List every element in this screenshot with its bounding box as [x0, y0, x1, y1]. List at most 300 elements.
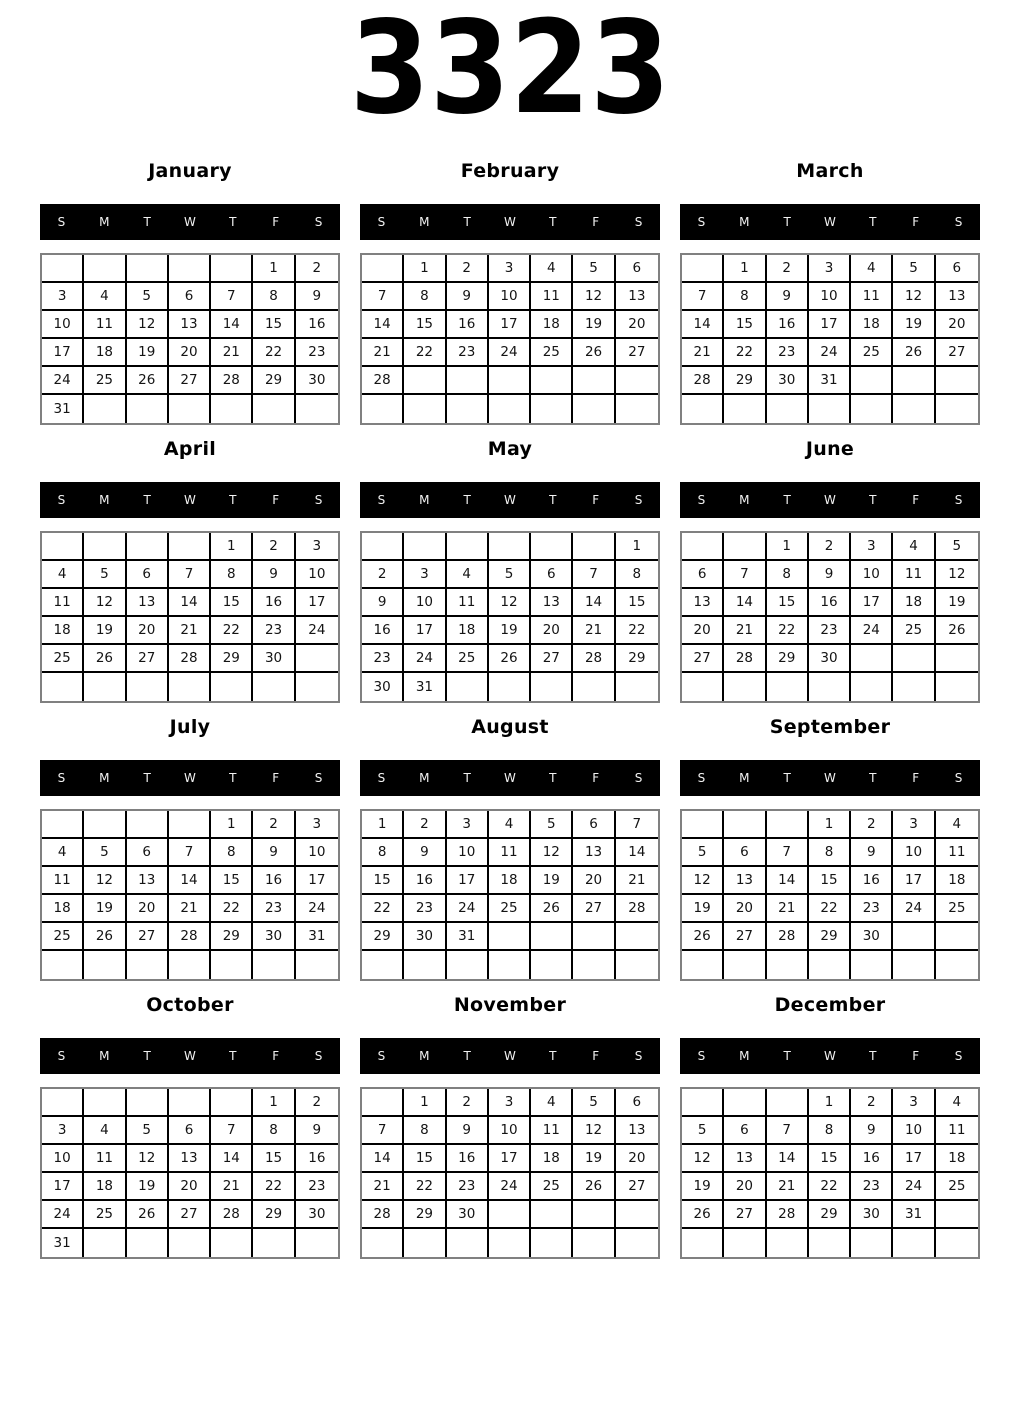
day-cell-empty [573, 923, 615, 951]
day-cell: 15 [724, 311, 766, 339]
day-cell: 20 [616, 311, 658, 339]
day-cell: 28 [169, 923, 211, 951]
weekday-header-bar [40, 204, 340, 240]
day-cell-empty [616, 367, 658, 395]
day-cell: 11 [893, 561, 935, 589]
day-cell-empty [573, 395, 615, 423]
day-cell: 2 [809, 533, 851, 561]
day-cell: 19 [531, 867, 573, 895]
day-cell: 15 [253, 1145, 295, 1173]
day-cell: 19 [84, 617, 126, 645]
weekday-label: M [419, 1049, 430, 1063]
day-cell-empty [573, 1201, 615, 1229]
day-cell-empty [893, 1229, 935, 1257]
day-cell: 8 [724, 283, 766, 311]
day-cell: 19 [682, 1173, 724, 1201]
day-cell-empty [169, 533, 211, 561]
weekday-label: M [739, 1049, 750, 1063]
day-cell: 28 [362, 1201, 404, 1229]
day-cell: 24 [447, 895, 489, 923]
weekday-label: S [314, 215, 323, 229]
day-cell: 12 [936, 561, 978, 589]
day-cell: 30 [447, 1201, 489, 1229]
day-cell: 31 [893, 1201, 935, 1229]
day-cell-empty [362, 1229, 404, 1257]
weekday-label: S [634, 771, 643, 785]
weekday-label: S [377, 771, 386, 785]
day-cell: 5 [573, 1089, 615, 1117]
day-cell: 5 [127, 1117, 169, 1145]
day-cell: 13 [127, 867, 169, 895]
day-cell-empty [936, 367, 978, 395]
day-cell: 22 [724, 339, 766, 367]
day-cell-empty [936, 645, 978, 673]
day-cell: 9 [362, 589, 404, 617]
weekday-header-bar [680, 204, 980, 240]
day-cell: 27 [127, 645, 169, 673]
day-cell: 12 [893, 283, 935, 311]
day-cell: 30 [362, 673, 404, 701]
day-cell: 17 [296, 867, 338, 895]
day-cell: 25 [531, 339, 573, 367]
day-cell: 27 [531, 645, 573, 673]
day-cell-empty [489, 923, 531, 951]
day-cell: 16 [767, 311, 809, 339]
day-cell: 22 [809, 895, 851, 923]
month-block-june [680, 438, 980, 703]
day-cell-empty [169, 951, 211, 979]
day-cell: 24 [42, 367, 84, 395]
day-cell: 30 [851, 1201, 893, 1229]
day-cell: 22 [211, 895, 253, 923]
day-cell-empty [404, 367, 446, 395]
day-cell: 1 [724, 255, 766, 283]
day-cell-empty [362, 255, 404, 283]
day-cell: 16 [851, 1145, 893, 1173]
day-cell-empty [616, 1201, 658, 1229]
day-cell: 12 [573, 1117, 615, 1145]
day-cell: 2 [296, 1089, 338, 1117]
weekday-label: T [463, 771, 471, 785]
day-cell: 23 [851, 1173, 893, 1201]
day-cell: 14 [616, 839, 658, 867]
day-cell: 9 [809, 561, 851, 589]
day-cell: 11 [851, 283, 893, 311]
day-cell: 4 [531, 255, 573, 283]
day-cell: 7 [362, 1117, 404, 1145]
weekday-header-bar [360, 1038, 660, 1074]
day-cell: 1 [616, 533, 658, 561]
weekday-label: T [463, 493, 471, 507]
day-cell: 6 [616, 1089, 658, 1117]
day-cell: 24 [893, 895, 935, 923]
day-cell: 6 [724, 839, 766, 867]
day-cell-empty [767, 951, 809, 979]
weekday-label: W [504, 771, 516, 785]
day-cell: 1 [253, 1089, 295, 1117]
day-cell: 24 [489, 1173, 531, 1201]
day-cell-empty [296, 673, 338, 701]
day-cell: 7 [767, 1117, 809, 1145]
weekday-label: S [57, 1049, 66, 1063]
day-cell: 20 [531, 617, 573, 645]
day-cell: 31 [42, 395, 84, 423]
calendar-grid [360, 1087, 660, 1259]
day-cell: 18 [84, 339, 126, 367]
day-cell: 11 [489, 839, 531, 867]
day-cell-empty [724, 811, 766, 839]
day-cell: 31 [809, 367, 851, 395]
day-cell: 13 [616, 1117, 658, 1145]
day-cell-empty [84, 1089, 126, 1117]
day-cell: 16 [404, 867, 446, 895]
day-cell: 17 [809, 311, 851, 339]
day-cell: 8 [253, 283, 295, 311]
day-cell: 7 [573, 561, 615, 589]
day-cell: 28 [362, 367, 404, 395]
day-cell-empty [851, 367, 893, 395]
day-cell: 6 [936, 255, 978, 283]
day-cell: 21 [767, 1173, 809, 1201]
day-cell-empty [84, 811, 126, 839]
weekday-label: T [549, 493, 557, 507]
weekday-label: T [549, 215, 557, 229]
day-cell: 7 [682, 283, 724, 311]
weekday-label: S [377, 215, 386, 229]
day-cell-empty [42, 1089, 84, 1117]
day-cell: 27 [573, 895, 615, 923]
day-cell-empty [682, 1089, 724, 1117]
day-cell-empty [211, 1229, 253, 1257]
day-cell: 6 [724, 1117, 766, 1145]
day-cell-empty [169, 395, 211, 423]
day-cell: 9 [447, 283, 489, 311]
day-cell: 7 [211, 283, 253, 311]
day-cell: 1 [404, 1089, 446, 1117]
day-cell-empty [809, 951, 851, 979]
day-cell-empty [42, 255, 84, 283]
day-cell-empty [447, 1229, 489, 1257]
day-cell-empty [893, 951, 935, 979]
day-cell-empty [253, 673, 295, 701]
weekday-label: M [419, 493, 430, 507]
day-cell: 11 [84, 311, 126, 339]
day-cell: 8 [404, 1117, 446, 1145]
day-cell-empty [616, 1229, 658, 1257]
day-cell: 25 [531, 1173, 573, 1201]
day-cell: 13 [573, 839, 615, 867]
day-cell-empty [936, 1229, 978, 1257]
weekday-label: T [463, 215, 471, 229]
weekday-label: S [314, 771, 323, 785]
day-cell-empty [447, 367, 489, 395]
day-cell-empty [127, 1229, 169, 1257]
day-cell: 22 [253, 339, 295, 367]
day-cell: 13 [531, 589, 573, 617]
weekday-label: S [697, 771, 706, 785]
day-cell: 29 [724, 367, 766, 395]
month-block-september [680, 716, 980, 981]
calendar-grid [40, 809, 340, 981]
day-cell: 19 [489, 617, 531, 645]
day-cell: 15 [767, 589, 809, 617]
day-cell: 11 [936, 1117, 978, 1145]
day-cell-empty [211, 951, 253, 979]
day-cell-empty [127, 951, 169, 979]
day-cell: 4 [447, 561, 489, 589]
day-cell: 28 [211, 1201, 253, 1229]
day-cell-empty [616, 951, 658, 979]
day-cell-empty [573, 673, 615, 701]
day-cell: 1 [211, 533, 253, 561]
day-cell: 8 [253, 1117, 295, 1145]
month-block-march [680, 160, 980, 425]
day-cell: 3 [893, 811, 935, 839]
day-cell: 10 [296, 561, 338, 589]
day-cell: 22 [809, 1173, 851, 1201]
month-title: June [805, 438, 855, 460]
day-cell: 20 [169, 339, 211, 367]
day-cell: 18 [447, 617, 489, 645]
day-cell: 16 [447, 1145, 489, 1173]
day-cell: 23 [404, 895, 446, 923]
day-cell: 22 [404, 339, 446, 367]
day-cell-empty [724, 395, 766, 423]
day-cell: 27 [616, 1173, 658, 1201]
day-cell: 3 [447, 811, 489, 839]
day-cell: 19 [127, 339, 169, 367]
day-cell: 14 [682, 311, 724, 339]
day-cell: 16 [362, 617, 404, 645]
day-cell-empty [936, 951, 978, 979]
year-title: 3323 [349, 0, 671, 143]
month-title: April [163, 438, 217, 460]
day-cell-empty [767, 811, 809, 839]
weekday-label: S [377, 1049, 386, 1063]
weekday-label: F [272, 1049, 280, 1063]
day-cell: 26 [682, 923, 724, 951]
weekday-label: W [184, 1049, 196, 1063]
day-cell: 27 [682, 645, 724, 673]
day-cell: 11 [42, 867, 84, 895]
day-cell: 21 [169, 617, 211, 645]
day-cell-empty [724, 673, 766, 701]
day-cell: 27 [724, 1201, 766, 1229]
weekday-label: W [184, 215, 196, 229]
day-cell: 5 [936, 533, 978, 561]
day-cell: 23 [851, 895, 893, 923]
day-cell: 29 [404, 1201, 446, 1229]
day-cell: 20 [169, 1173, 211, 1201]
month-block-february [360, 160, 660, 425]
month-title: October [146, 994, 234, 1016]
day-cell: 10 [42, 311, 84, 339]
day-cell: 11 [84, 1145, 126, 1173]
weekday-label: S [57, 215, 66, 229]
day-cell: 15 [253, 311, 295, 339]
day-cell-empty [893, 923, 935, 951]
day-cell-empty [84, 1229, 126, 1257]
weekday-label: F [912, 493, 920, 507]
day-cell: 3 [296, 533, 338, 561]
day-cell: 8 [362, 839, 404, 867]
day-cell-empty [169, 673, 211, 701]
day-cell: 23 [447, 1173, 489, 1201]
day-cell: 9 [851, 839, 893, 867]
weekday-header-bar [360, 482, 660, 518]
day-cell: 13 [169, 311, 211, 339]
calendar-grid [680, 531, 980, 703]
day-cell: 9 [253, 839, 295, 867]
day-cell-empty [531, 923, 573, 951]
day-cell-empty [447, 673, 489, 701]
day-cell: 23 [296, 1173, 338, 1201]
day-cell: 17 [851, 589, 893, 617]
day-cell: 8 [616, 561, 658, 589]
day-cell: 10 [851, 561, 893, 589]
day-cell: 7 [767, 839, 809, 867]
day-cell-empty [893, 645, 935, 673]
day-cell-empty [253, 951, 295, 979]
day-cell-empty [169, 1229, 211, 1257]
day-cell: 28 [211, 367, 253, 395]
weekday-header-bar [40, 1038, 340, 1074]
day-cell: 7 [211, 1117, 253, 1145]
day-cell: 27 [169, 1201, 211, 1229]
day-cell: 11 [531, 1117, 573, 1145]
day-cell: 17 [489, 311, 531, 339]
day-cell-empty [893, 367, 935, 395]
month-title: July [169, 716, 211, 738]
day-cell: 29 [253, 367, 295, 395]
day-cell: 20 [573, 867, 615, 895]
day-cell: 31 [404, 673, 446, 701]
day-cell-empty [531, 1229, 573, 1257]
weekday-label: S [634, 215, 643, 229]
day-cell-empty [682, 395, 724, 423]
day-cell: 13 [127, 589, 169, 617]
day-cell: 20 [127, 895, 169, 923]
day-cell: 16 [809, 589, 851, 617]
day-cell: 4 [936, 811, 978, 839]
calendar-grid [40, 531, 340, 703]
weekday-label: S [57, 493, 66, 507]
day-cell: 5 [489, 561, 531, 589]
weekday-label: T [869, 1049, 877, 1063]
day-cell: 25 [84, 367, 126, 395]
day-cell-empty [573, 1229, 615, 1257]
day-cell: 3 [42, 283, 84, 311]
day-cell: 25 [489, 895, 531, 923]
day-cell: 8 [767, 561, 809, 589]
day-cell: 31 [42, 1229, 84, 1257]
day-cell-empty [809, 1229, 851, 1257]
day-cell: 4 [851, 255, 893, 283]
calendar-grid [40, 253, 340, 425]
day-cell: 6 [127, 561, 169, 589]
day-cell: 28 [169, 645, 211, 673]
day-cell: 16 [447, 311, 489, 339]
day-cell: 9 [253, 561, 295, 589]
day-cell: 26 [682, 1201, 724, 1229]
weekday-label: T [869, 215, 877, 229]
day-cell: 10 [296, 839, 338, 867]
day-cell-empty [682, 1229, 724, 1257]
day-cell: 21 [682, 339, 724, 367]
day-cell: 26 [936, 617, 978, 645]
day-cell: 10 [893, 1117, 935, 1145]
day-cell-empty [42, 951, 84, 979]
calendar-grid [360, 809, 660, 981]
day-cell: 13 [936, 283, 978, 311]
day-cell: 29 [767, 645, 809, 673]
day-cell: 30 [253, 645, 295, 673]
month-title: November [453, 994, 567, 1016]
weekday-label: F [912, 771, 920, 785]
day-cell: 14 [724, 589, 766, 617]
day-cell: 8 [404, 283, 446, 311]
day-cell: 11 [447, 589, 489, 617]
day-cell: 3 [404, 561, 446, 589]
months-grid [40, 160, 980, 1259]
day-cell: 14 [169, 867, 211, 895]
day-cell-empty [682, 951, 724, 979]
day-cell: 26 [84, 645, 126, 673]
weekday-label: F [272, 493, 280, 507]
day-cell: 15 [809, 867, 851, 895]
day-cell: 28 [616, 895, 658, 923]
day-cell-empty [404, 395, 446, 423]
day-cell-empty [296, 1229, 338, 1257]
day-cell: 23 [296, 339, 338, 367]
day-cell: 30 [851, 923, 893, 951]
day-cell: 19 [573, 1145, 615, 1173]
weekday-header-bar [40, 482, 340, 518]
day-cell: 14 [362, 311, 404, 339]
day-cell: 11 [936, 839, 978, 867]
day-cell: 2 [362, 561, 404, 589]
day-cell-empty [362, 533, 404, 561]
day-cell: 25 [42, 645, 84, 673]
day-cell: 16 [253, 589, 295, 617]
day-cell: 2 [447, 255, 489, 283]
weekday-label: S [314, 1049, 323, 1063]
day-cell: 24 [893, 1173, 935, 1201]
day-cell: 16 [253, 867, 295, 895]
weekday-label: T [549, 1049, 557, 1063]
weekday-label: M [739, 215, 750, 229]
day-cell-empty [616, 395, 658, 423]
day-cell-empty [362, 951, 404, 979]
day-cell-empty [447, 533, 489, 561]
day-cell: 22 [404, 1173, 446, 1201]
weekday-header-bar [360, 204, 660, 240]
day-cell: 3 [851, 533, 893, 561]
day-cell: 29 [211, 645, 253, 673]
day-cell: 23 [362, 645, 404, 673]
weekday-label: F [272, 215, 280, 229]
day-cell: 31 [447, 923, 489, 951]
day-cell: 1 [362, 811, 404, 839]
day-cell-empty [362, 1089, 404, 1117]
day-cell: 2 [851, 811, 893, 839]
day-cell: 19 [682, 895, 724, 923]
day-cell: 18 [42, 617, 84, 645]
day-cell: 23 [253, 895, 295, 923]
day-cell: 17 [404, 617, 446, 645]
day-cell: 14 [211, 311, 253, 339]
day-cell-empty [296, 395, 338, 423]
